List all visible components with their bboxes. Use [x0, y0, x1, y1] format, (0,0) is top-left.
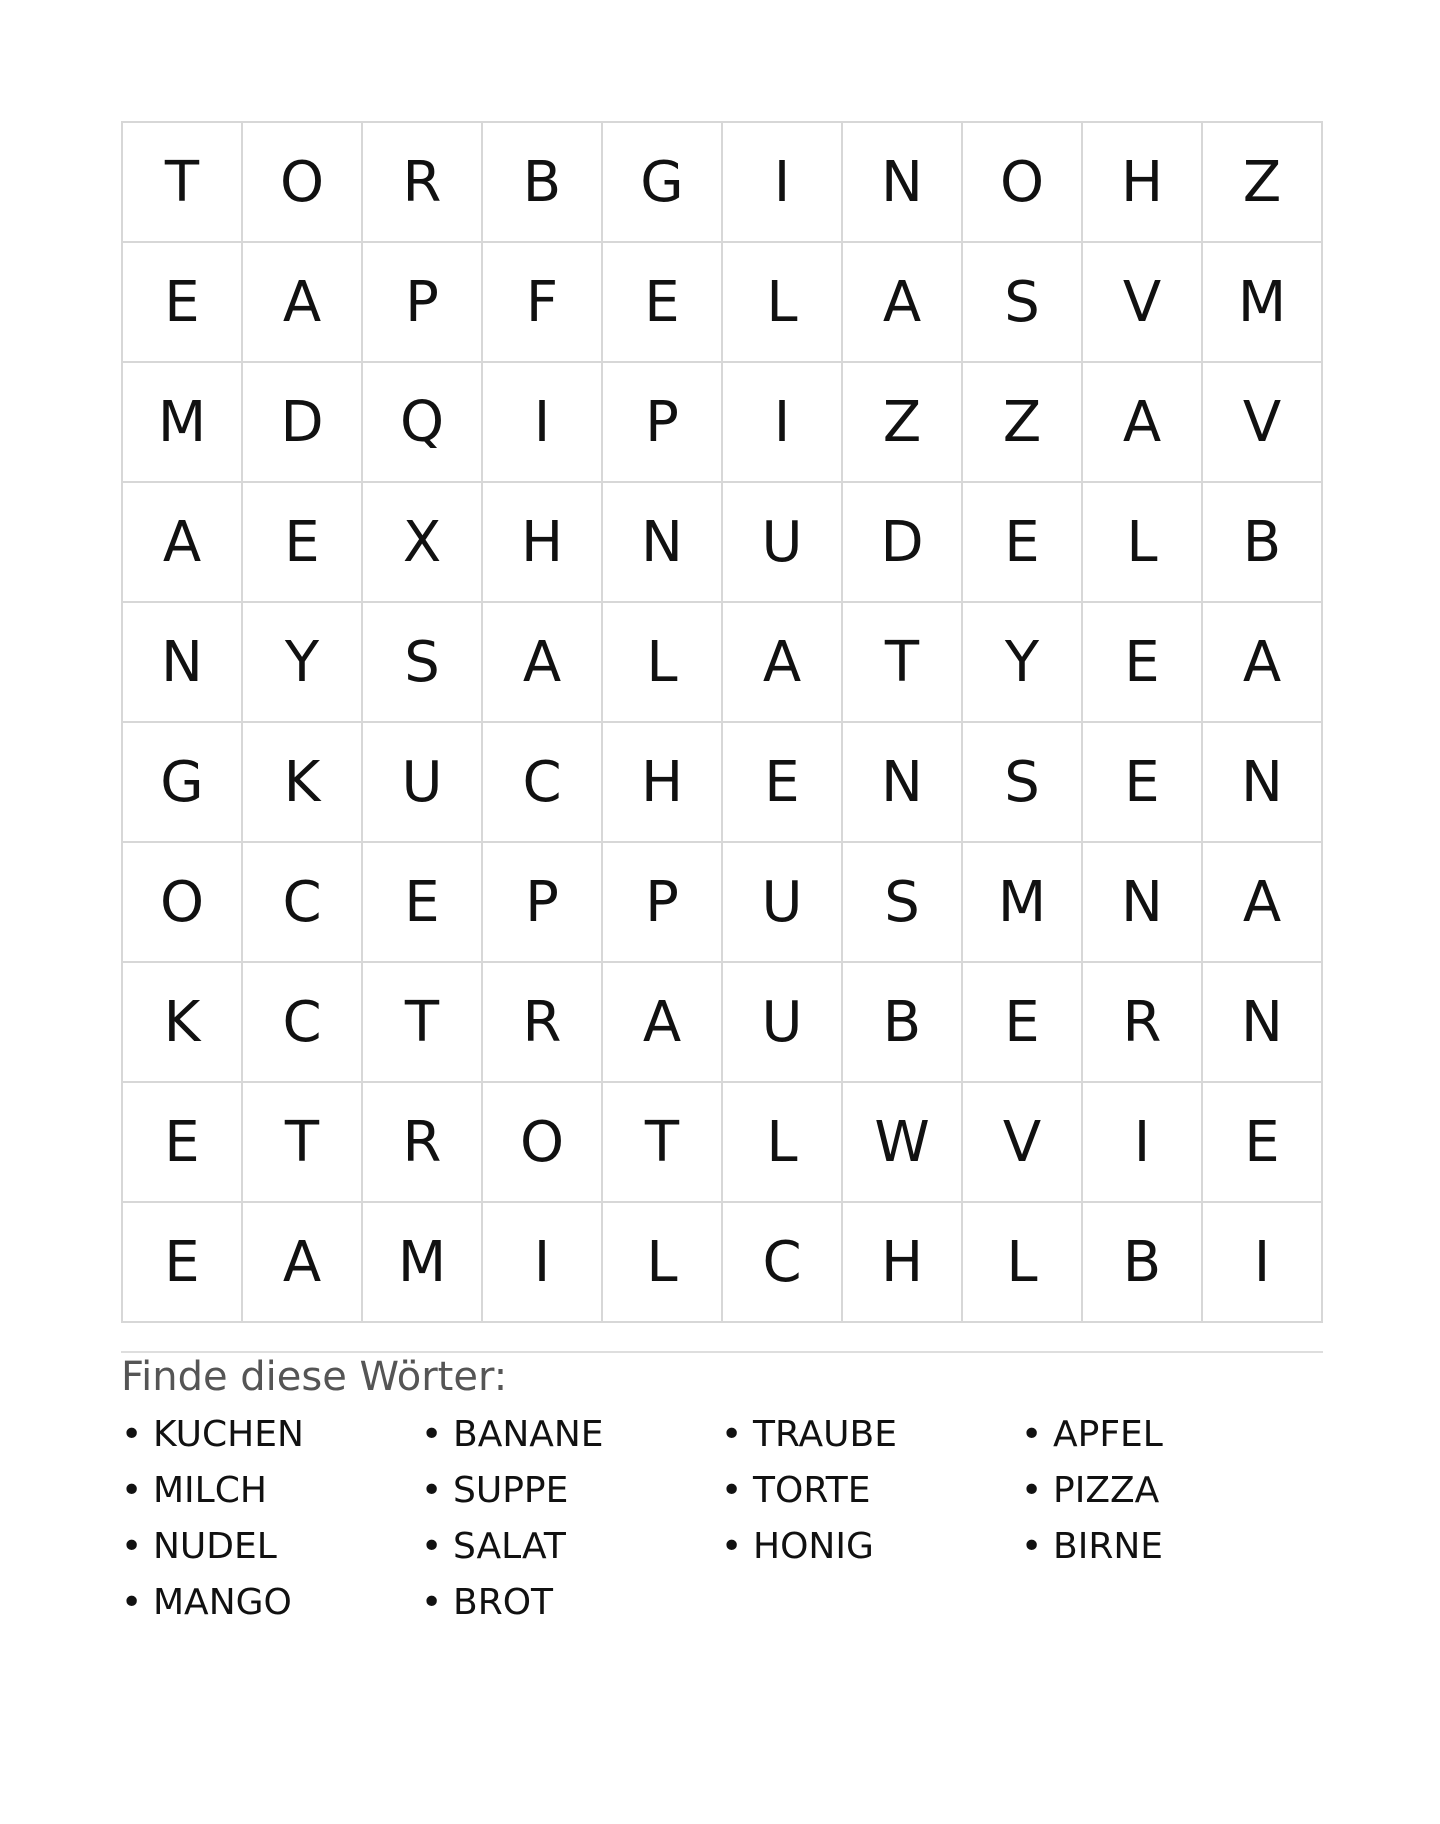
word-label: TORTE: [753, 1470, 871, 1511]
grid-cell[interactable]: W: [843, 1083, 963, 1203]
grid-cell[interactable]: R: [1083, 963, 1203, 1083]
grid-cell[interactable]: I: [483, 1203, 603, 1323]
grid-cell[interactable]: C: [243, 963, 363, 1083]
bullet-icon: •: [121, 1470, 143, 1511]
grid-cell[interactable]: L: [603, 1203, 723, 1323]
bullet-icon: •: [1021, 1414, 1043, 1455]
grid-cell[interactable]: A: [1203, 603, 1323, 723]
grid-cell[interactable]: G: [603, 123, 723, 243]
grid-cell[interactable]: E: [1203, 1083, 1323, 1203]
grid-cell[interactable]: V: [1083, 243, 1203, 363]
grid-cell[interactable]: H: [1083, 123, 1203, 243]
grid-cell[interactable]: T: [603, 1083, 723, 1203]
grid-cell[interactable]: N: [1083, 843, 1203, 963]
word-list-item: [421, 1468, 721, 1524]
grid-cell[interactable]: A: [243, 243, 363, 363]
word-list-item: [1021, 1412, 1321, 1468]
grid-cell[interactable]: R: [483, 963, 603, 1083]
word-list-item: [121, 1468, 421, 1524]
grid-cell[interactable]: S: [963, 723, 1083, 843]
grid-cell[interactable]: T: [243, 1083, 363, 1203]
grid-cell[interactable]: D: [243, 363, 363, 483]
word-list-item: [1021, 1468, 1321, 1524]
grid-cell[interactable]: H: [843, 1203, 963, 1323]
grid-cell[interactable]: E: [123, 1203, 243, 1323]
grid-cell[interactable]: K: [123, 963, 243, 1083]
grid-cell[interactable]: R: [363, 123, 483, 243]
word-label: BIRNE: [1053, 1526, 1164, 1567]
grid-cell[interactable]: X: [363, 483, 483, 603]
grid-cell[interactable]: H: [603, 723, 723, 843]
grid-cell[interactable]: M: [1203, 243, 1323, 363]
grid-cell[interactable]: B: [483, 123, 603, 243]
bullet-icon: •: [421, 1470, 443, 1511]
word-list-item: [721, 1468, 1021, 1524]
grid-cell[interactable]: N: [1203, 963, 1323, 1083]
divider: [121, 1351, 1323, 1353]
grid-cell[interactable]: L: [1083, 483, 1203, 603]
word-label: BROT: [453, 1582, 554, 1623]
grid-cell[interactable]: D: [843, 483, 963, 603]
grid-cell[interactable]: O: [483, 1083, 603, 1203]
grid-cell[interactable]: K: [243, 723, 363, 843]
grid-cell[interactable]: C: [723, 1203, 843, 1323]
bullet-icon: •: [1021, 1526, 1043, 1567]
grid-cell[interactable]: S: [963, 243, 1083, 363]
grid-cell[interactable]: O: [963, 123, 1083, 243]
grid-cell[interactable]: O: [243, 123, 363, 243]
word-list-item: [421, 1412, 721, 1468]
grid-cell[interactable]: E: [963, 483, 1083, 603]
grid-cell[interactable]: Z: [843, 363, 963, 483]
grid-cell[interactable]: N: [843, 723, 963, 843]
word-list-item: [421, 1580, 721, 1636]
bullet-icon: •: [421, 1582, 443, 1623]
grid-cell[interactable]: A: [123, 483, 243, 603]
grid-cell[interactable]: I: [1083, 1083, 1203, 1203]
word-label: TRAUBE: [753, 1414, 897, 1455]
word-label: MANGO: [153, 1582, 292, 1623]
grid-cell[interactable]: R: [363, 1083, 483, 1203]
word-label: MILCH: [153, 1470, 267, 1511]
grid-cell[interactable]: G: [123, 723, 243, 843]
grid-cell[interactable]: E: [603, 243, 723, 363]
grid-cell[interactable]: T: [363, 963, 483, 1083]
grid-cell[interactable]: U: [723, 963, 843, 1083]
grid-cell[interactable]: E: [123, 243, 243, 363]
grid-cell[interactable]: B: [1203, 483, 1323, 603]
word-label: SUPPE: [453, 1470, 569, 1511]
grid-cell[interactable]: Z: [963, 363, 1083, 483]
grid-cell[interactable]: H: [483, 483, 603, 603]
grid-cell[interactable]: U: [723, 483, 843, 603]
grid-cell[interactable]: A: [603, 963, 723, 1083]
bullet-icon: •: [721, 1470, 743, 1511]
word-list-item: [721, 1412, 1021, 1468]
grid-cell[interactable]: N: [603, 483, 723, 603]
grid-cell[interactable]: S: [363, 603, 483, 723]
grid-cell[interactable]: L: [963, 1203, 1083, 1323]
bullet-icon: •: [421, 1414, 443, 1455]
grid-cell[interactable]: C: [483, 723, 603, 843]
grid-cell[interactable]: E: [123, 1083, 243, 1203]
grid-cell[interactable]: A: [243, 1203, 363, 1323]
bullet-icon: •: [121, 1582, 143, 1623]
grid-cell[interactable]: U: [723, 843, 843, 963]
grid-cell[interactable]: B: [843, 963, 963, 1083]
word-label: BANANE: [453, 1414, 604, 1455]
word-label: PIZZA: [1053, 1470, 1160, 1511]
grid-cell[interactable]: A: [483, 603, 603, 723]
grid-cell[interactable]: A: [843, 243, 963, 363]
grid-cell[interactable]: M: [963, 843, 1083, 963]
word-label: APFEL: [1053, 1414, 1163, 1455]
grid-cell[interactable]: O: [123, 843, 243, 963]
grid-cell[interactable]: I: [483, 363, 603, 483]
grid-cell[interactable]: I: [723, 123, 843, 243]
grid-cell[interactable]: P: [603, 363, 723, 483]
word-list-empty-slot: [721, 1580, 1021, 1636]
bullet-icon: •: [121, 1526, 143, 1567]
grid-cell[interactable]: U: [363, 723, 483, 843]
word-list-heading: Finde diese Wörter:: [121, 1354, 508, 1400]
bullet-icon: •: [721, 1414, 743, 1455]
grid-cell[interactable]: L: [723, 243, 843, 363]
grid-cell[interactable]: E: [963, 963, 1083, 1083]
letter-grid: [121, 121, 1323, 1323]
grid-cell[interactable]: N: [123, 603, 243, 723]
word-label: SALAT: [453, 1526, 566, 1567]
bullet-icon: •: [721, 1526, 743, 1567]
word-list: [121, 1412, 1323, 1636]
grid-cell[interactable]: A: [1083, 363, 1203, 483]
word-list-item: [421, 1524, 721, 1580]
word-list-item: [121, 1412, 421, 1468]
grid-cell[interactable]: A: [1203, 843, 1323, 963]
grid-cell[interactable]: N: [843, 123, 963, 243]
word-list-item: [121, 1580, 421, 1636]
bullet-icon: •: [421, 1526, 443, 1567]
word-label: KUCHEN: [153, 1414, 304, 1455]
grid-cell[interactable]: P: [483, 843, 603, 963]
bullet-icon: •: [1021, 1470, 1043, 1511]
grid-cell[interactable]: N: [1203, 723, 1323, 843]
grid-cell[interactable]: M: [363, 1203, 483, 1323]
grid-cell[interactable]: C: [243, 843, 363, 963]
grid-cell[interactable]: E: [363, 843, 483, 963]
grid-cell[interactable]: E: [723, 723, 843, 843]
grid-cell[interactable]: E: [243, 483, 363, 603]
grid-cell[interactable]: B: [1083, 1203, 1203, 1323]
grid-cell[interactable]: Y: [243, 603, 363, 723]
grid-cell[interactable]: I: [723, 363, 843, 483]
grid-cell[interactable]: A: [723, 603, 843, 723]
grid-cell[interactable]: Z: [1203, 123, 1323, 243]
grid-cell[interactable]: Q: [363, 363, 483, 483]
word-list-item: [121, 1524, 421, 1580]
word-label: HONIG: [753, 1526, 874, 1567]
grid-cell[interactable]: P: [603, 843, 723, 963]
grid-cell[interactable]: T: [843, 603, 963, 723]
grid-cell[interactable]: P: [363, 243, 483, 363]
bullet-icon: •: [121, 1414, 143, 1455]
grid-cell[interactable]: S: [843, 843, 963, 963]
word-label: NUDEL: [153, 1526, 277, 1567]
grid-cell[interactable]: V: [963, 1083, 1083, 1203]
word-list-item: [1021, 1524, 1321, 1580]
grid-cell[interactable]: L: [723, 1083, 843, 1203]
grid-cell[interactable]: L: [603, 603, 723, 723]
grid-cell[interactable]: E: [1083, 723, 1203, 843]
grid-cell[interactable]: M: [123, 363, 243, 483]
grid-cell[interactable]: T: [123, 123, 243, 243]
grid-cell[interactable]: E: [1083, 603, 1203, 723]
word-list-empty-slot: [1021, 1580, 1321, 1636]
grid-cell[interactable]: V: [1203, 363, 1323, 483]
grid-cell[interactable]: I: [1203, 1203, 1323, 1323]
word-list-item: [721, 1524, 1021, 1580]
grid-cell[interactable]: Y: [963, 603, 1083, 723]
grid-cell[interactable]: F: [483, 243, 603, 363]
